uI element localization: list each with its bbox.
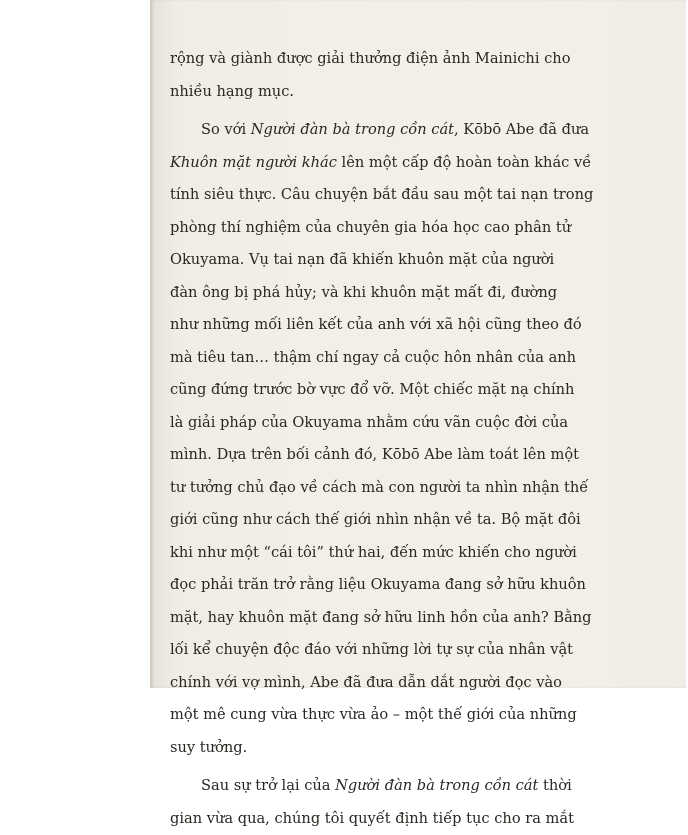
text-line: nhiều hạng mục. (170, 76, 515, 109)
text-line: giới cũng như cách thế giới nhìn nhận về ta. Bộ mặt đôi (170, 504, 515, 537)
line-fragment: Sau sự trở lại của (201, 777, 335, 794)
line-fragment: lên một cấp độ hoàn toàn khác về (337, 154, 591, 171)
text-line: lối kể chuyện độc đáo với những lời tự sự của nhân vật (170, 634, 515, 667)
line-fragment: So với (201, 121, 251, 138)
text-line: một mê cung vừa thực vừa ảo – một thế giới của những (170, 699, 515, 732)
book-title: Người đàn bà trong cồn cát (335, 777, 538, 794)
text-line: rộng và giành được giải thưởng điện ảnh Mainichi cho (170, 43, 515, 76)
line-fragment: thời (538, 777, 571, 794)
text-line: mình. Dựa trên bối cảnh đó, Kōbō Abe làm toát lên một (170, 439, 515, 472)
text-line (170, 114, 515, 147)
text-line (170, 770, 515, 803)
body-text (170, 43, 515, 835)
text-line: đọc phải trăn trở rằng liệu Okuyama đang sở hữu khuôn (170, 569, 515, 602)
text-line: như những mối liên kết của anh với xã hội cũng theo đó (170, 309, 515, 342)
text-line: khi như một “cái tôi” thứ hai, đến mức khiến cho người (170, 537, 515, 570)
text-line: mặt, hay khuôn mặt đang sở hữu linh hồn của anh? Bằng (170, 602, 515, 635)
text-line: mà tiêu tan… thậm chí ngay cả cuộc hôn nhân của anh (170, 342, 515, 375)
text-line (170, 147, 515, 180)
book-title: Khuôn mặt người khác (170, 154, 337, 171)
book-title: Người đàn bà trong cồn cát (251, 121, 454, 138)
text-line: cũng đứng trước bờ vực đổ vỡ. Một chiếc mặt nạ chính (170, 374, 515, 407)
line-fragment: , Kōbō Abe đã đưa (454, 121, 589, 138)
text-line: tính siêu thực. Câu chuyện bắt đầu sau một tai nạn trong (170, 179, 515, 212)
text-line: tư tưởng chủ đạo về cách mà con người ta nhìn nhận thế (170, 472, 515, 505)
text-line: Okuyama. Vụ tai nạn đã khiến khuôn mặt của người (170, 244, 515, 277)
text-line: phòng thí nghiệm của chuyên gia hóa học cao phân tử (170, 212, 515, 245)
text-line: chính với vợ mình, Abe đã đưa dẫn dắt người đọc vào (170, 667, 515, 700)
text-line: gian vừa qua, chúng tôi quyết định tiếp tục cho ra mắt (170, 803, 515, 835)
text-line: là giải pháp của Okuyama nhằm cứu vãn cuộc đời của (170, 407, 515, 440)
text-line: đàn ông bị phá hủy; và khi khuôn mặt mất đi, đường (170, 277, 515, 310)
text-line: suy tưởng. (170, 732, 515, 765)
